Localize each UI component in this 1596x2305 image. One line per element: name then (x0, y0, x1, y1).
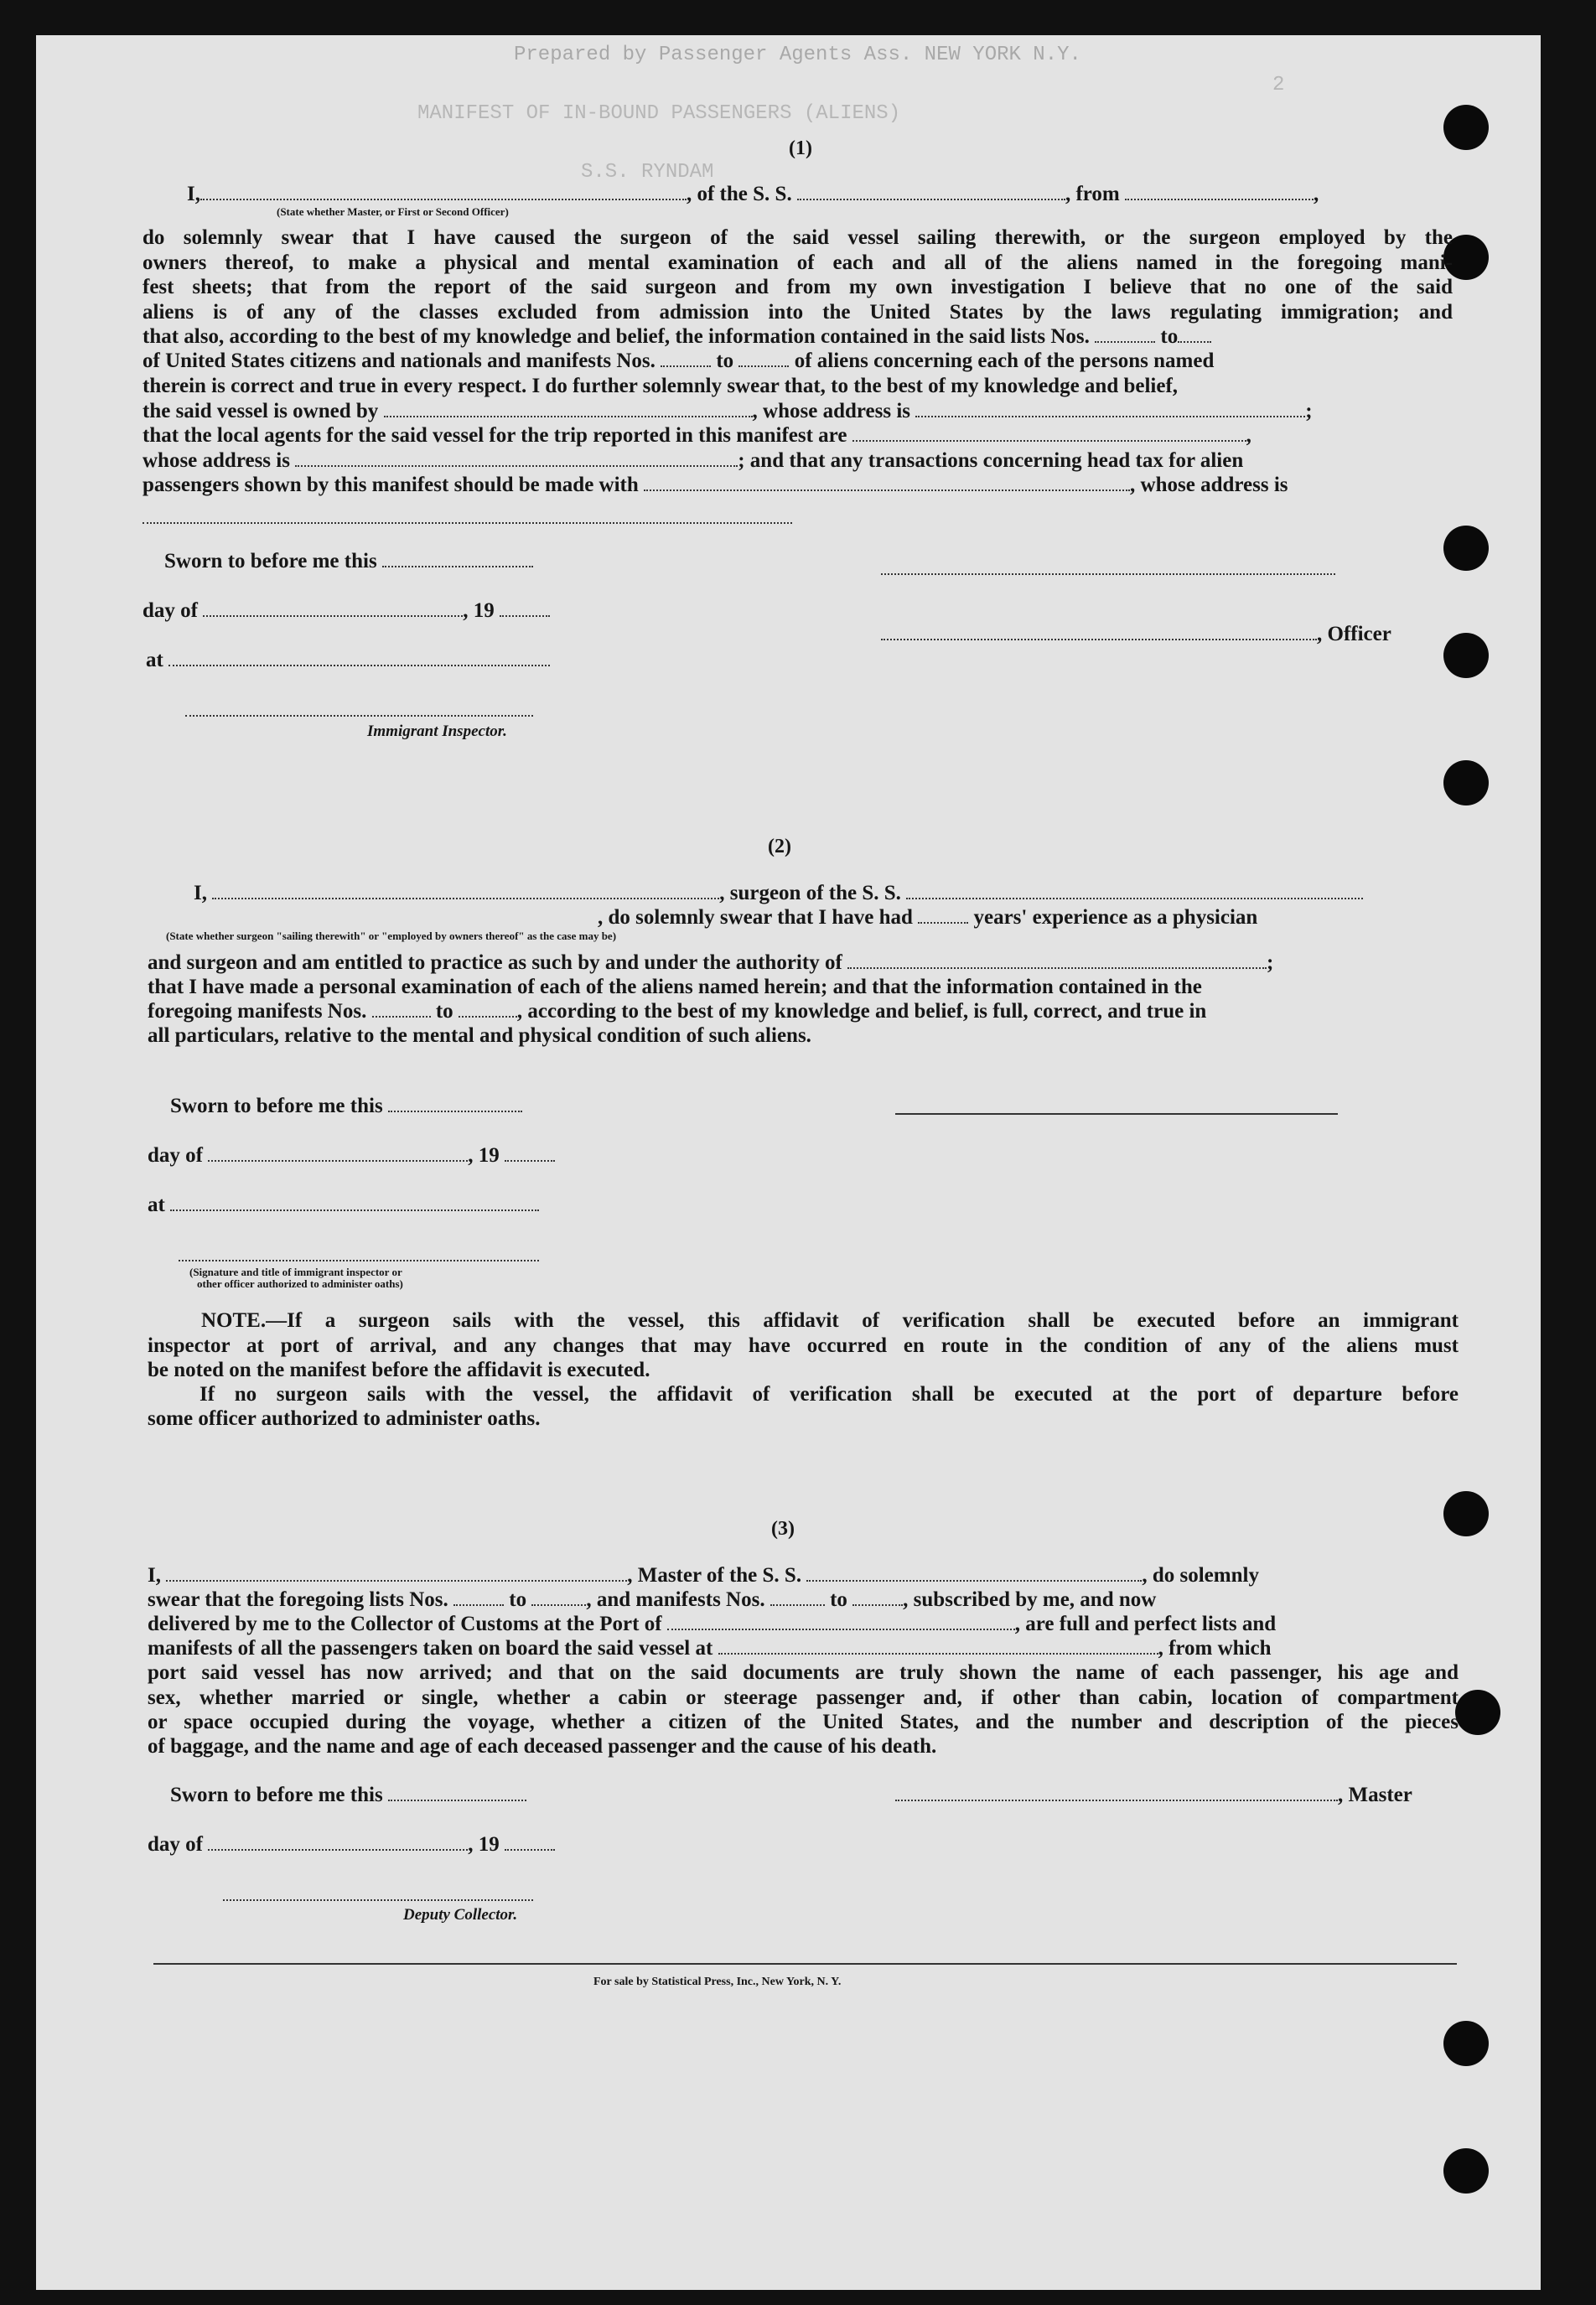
s1-lists-line: that also, according to the best of my knowledge and belief, the information contained in the said lists Nos. to (142, 324, 1211, 350)
s1-manifests-line: of United States citizens and nationals and manifests Nos. to of aliens concerning each of the persons named (142, 350, 1215, 372)
manifest-affidavit-page (36, 35, 1541, 2290)
ship-name-ghost: S.S. RYNDAM (581, 161, 714, 184)
punch-hole (1443, 760, 1489, 805)
s3-deputy-collector-label: Deputy Collector. (403, 1906, 518, 1924)
s2-authority-line: and surgeon and am entitled to practice as such by and under the authority of ; (148, 951, 1274, 974)
punch-hole (1443, 526, 1489, 571)
s1-inspector-signature (185, 715, 533, 717)
s1-address-line: whose address is ; and that any transactions concerning head tax for alien (142, 449, 1244, 472)
punch-hole (1455, 1690, 1500, 1735)
s3-port-line: manifests of all the passengers taken on board the said vessel at , from which (148, 1637, 1272, 1660)
s3-master-signature: , Master (895, 1783, 1412, 1808)
s2-sworn: Sworn to before me this (170, 1094, 522, 1119)
s2-surgeon-line: I, , surgeon of the S. S. (194, 881, 1363, 906)
prepared-by-stamp: Prepared by Passenger Agents Ass. NEW YORK N.Y. (514, 44, 1081, 66)
note-line-5: some officer authorized to administer oaths. (148, 1407, 541, 1430)
s2-inspector-signature (179, 1260, 539, 1261)
s3-lists-line: swear that the foregoing lists Nos. to , and manifests Nos. to , subscribed by me, and now (148, 1588, 1157, 1611)
punch-hole (1443, 633, 1489, 678)
section-2-heading: (2) (768, 836, 791, 857)
s1-officer-caption: (State whether Master, or First or Second Officer) (277, 205, 509, 218)
s1-inspector-label: Immigrant Inspector. (367, 723, 507, 740)
note-line-3: be noted on the manifest before the affidavit is executed. (148, 1359, 650, 1381)
s2-surgeon-signature (895, 1113, 1338, 1115)
s1-address-continuation (142, 522, 792, 524)
s1-agents-line: that the local agents for the said vessel for the trip reported in this manifest are , (142, 424, 1251, 447)
s1-headtax-line: passengers shown by this manifest should be made with , whose address is (142, 474, 1288, 496)
s2-sig-caption-1: (Signature and title of immigrant inspector or (189, 1266, 402, 1278)
s2-at: at (148, 1193, 539, 1218)
footer-rule (153, 1963, 1457, 1965)
s3-baggage-line: of baggage, and the name and age of each deceased passenger and the cause of his death. (148, 1735, 937, 1758)
s2-experience-line: , do solemnly swear that I have had years' experience as a physician (598, 906, 1258, 929)
list-no-ghost: 2 (1272, 74, 1285, 96)
s3-sworn: Sworn to before me this (170, 1783, 526, 1808)
s2-surgeon-caption: (State whether surgeon "sailing therewith" or "employed by owners thereof" as the case may be) (166, 930, 617, 942)
s2-manifests-line: foregoing manifests Nos. to , according to the best of my knowledge and belief, is full, correct, and true in (148, 1000, 1207, 1023)
note-surgeon-sails: NOTE.—If a surgeon sails with the vessel, this affidavit of verification shall be executed before an immigrant inspector at port of arrival, and any changes that may have occurred en route in the condition of any of the aliens must (148, 1309, 1459, 1357)
s1-officer-signature: , Officer (881, 622, 1391, 647)
s1-at: at (146, 648, 550, 673)
manifest-title-ghost: MANIFEST OF IN-BOUND PASSENGERS (ALIENS) (417, 102, 901, 125)
s2-day-of: day of , 19 (148, 1143, 555, 1168)
section-3-heading: (3) (771, 1518, 795, 1540)
s1-day-of: day of , 19 (142, 598, 550, 624)
s1-officer-signature-top (881, 573, 1335, 575)
punch-hole (1443, 2021, 1489, 2066)
s1-owner-line: the said vessel is owned by , whose address is ; (142, 400, 1313, 422)
note-no-surgeon: If no surgeon sails with the vessel, the affidavit of verification shall be executed at the port of departure before (200, 1383, 1459, 1406)
s2-examination-line: that I have made a personal examination of each of the aliens named herein; and that the information contained in the (148, 976, 1202, 998)
footer-printer: For sale by Statistical Press, Inc., New York, N. Y. (593, 1976, 842, 1988)
s1-sworn: Sworn to before me this (164, 549, 533, 574)
s3-day-of: day of , 19 (148, 1832, 555, 1857)
punch-hole (1443, 105, 1489, 150)
punch-hole (1443, 2148, 1489, 2194)
s3-collector-line: delivered by me to the Collector of Customs at the Port of , are full and perfect lists and (148, 1613, 1277, 1635)
section-1-heading: (1) (789, 137, 812, 159)
s2-particulars-line: all particulars, relative to the mental and physical condition of such aliens. (148, 1024, 811, 1047)
s3-body: port said vessel has now arrived; and that on the said documents are truly shown the name of each passenger, his age and sex, whether married or single, whether a cabin or steerage passenger and, if other than cabin, location of compartment or space occupied during the voyage, whether a citizen of the United States, and the number and description of the pieces (148, 1661, 1459, 1733)
s3-collector-signature (223, 1899, 533, 1901)
s1-body: do solemnly swear that I have caused the surgeon of the said vessel sailing therewith, or the surgeon employed by the owners thereof, to make a physical and mental examination of each and all of the aliens named in the foregoing mani- fest sheets; that from the report of the said surgeon and from my own investigation I believe that no one of the said aliens is of any of the classes excluded from admission into the United States by the laws regulating immigration; and (142, 226, 1453, 324)
punch-hole (1443, 1491, 1489, 1536)
s2-sig-caption-2: other officer authorized to administer oaths) (197, 1277, 403, 1290)
s3-master-line: I, , Master of the S. S. , do solemnly (148, 1564, 1259, 1587)
s1-correct-line: therein is correct and true in every respect. I do further solemnly swear that, to the best of my knowledge and belief, (142, 375, 1179, 397)
s1-officer-line: I, , of the S. S. , from , (187, 183, 1319, 205)
